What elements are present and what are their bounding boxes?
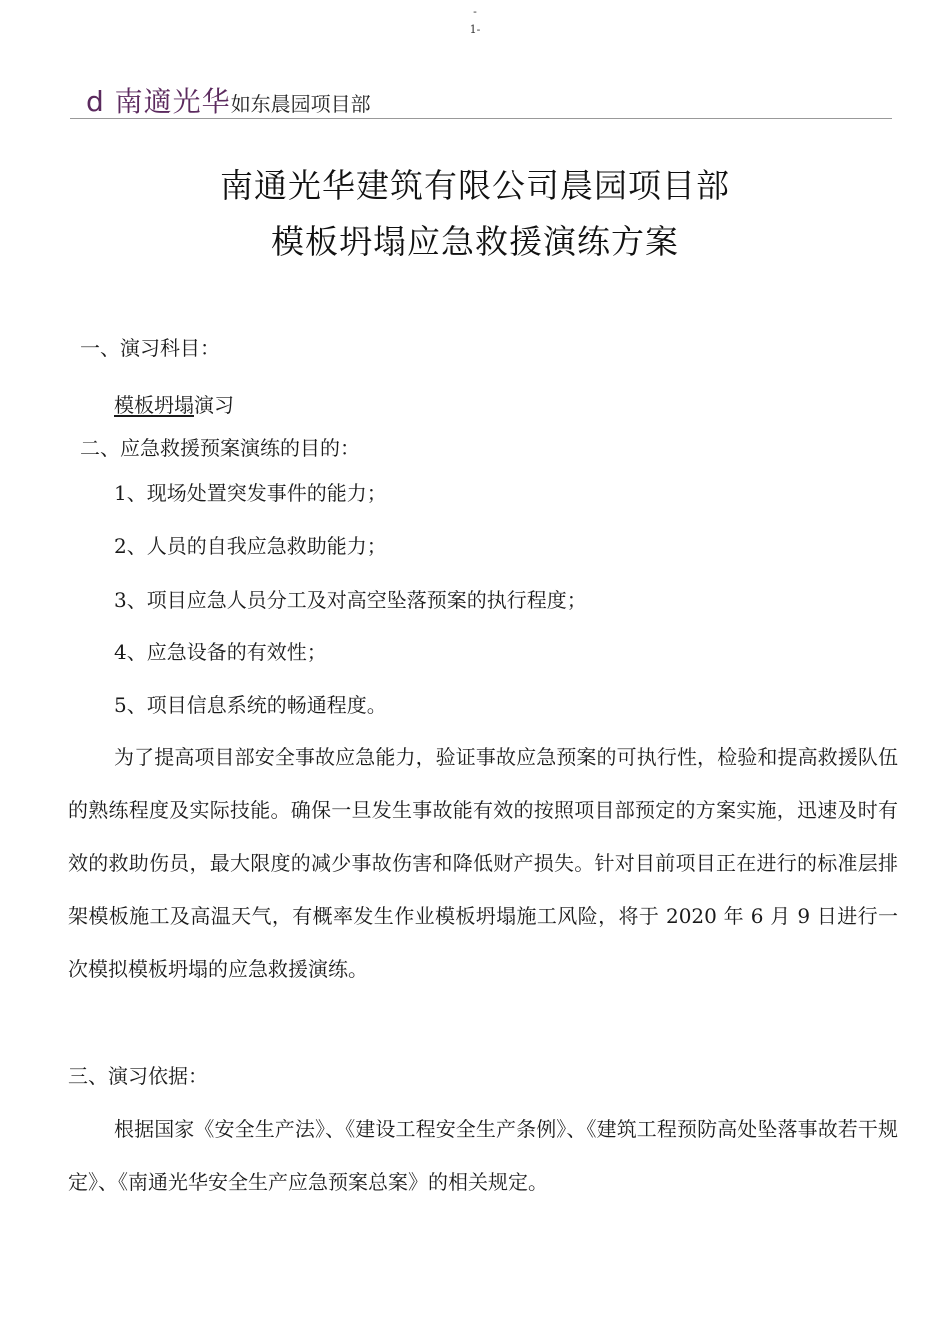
list-item: 2、人员的自我应急救助能力；	[114, 534, 387, 558]
page-number-dash: -	[473, 5, 477, 18]
section-1-item-suffix: 演习	[194, 393, 234, 417]
section-1-item	[114, 390, 234, 420]
document-title-line-2: 模板坍塌应急救援演练方案	[271, 222, 679, 261]
section-2-heading: 二、应急救援预案演练的目的：	[80, 436, 360, 460]
section-3-paragraph: 根据国家《安全生产法》、《建设工程安全生产条例》、《建筑工程预防高处坠落事故若干规定》、《南通光华安全生产应急预案总案》的相关规定。	[68, 1117, 898, 1194]
header-subtitle: 如东晨园项目部	[230, 92, 371, 116]
list-item: 4、应急设备的有效性；	[114, 640, 327, 664]
document-title-line-1: 南通光华建筑有限公司晨园项目部	[220, 166, 730, 205]
section-3-heading: 三、演习依据：	[68, 1064, 208, 1088]
document-header	[86, 80, 371, 120]
list-item: 5、项目信息系统的畅通程度。	[114, 693, 387, 717]
company-logo: d 南適光华	[86, 85, 231, 118]
list-item: 3、项目应急人员分工及对高空坠落预案的执行程度；	[114, 588, 587, 612]
header-divider	[70, 118, 892, 119]
list-item: 1、现场处置突发事件的能力；	[114, 481, 387, 505]
section-1-heading: 一、演习科目：	[80, 336, 220, 360]
section-1-item-underlined: 模板坍塌	[114, 393, 194, 417]
section-2-paragraph: 为了提高项目部安全事故应急能力，验证事故应急预案的可执行性，检验和提高救援队伍的熟练程度及实际技能。确保一旦发生事故能有效的按照项目部预定的方案实施，迅速及时有效的救助伤员，最大限度的减少事故伤害和降低财产损失。针对目前项目正在进行的标准层排架模板施工及高温天气，有概率发生作业模板坍塌施工风险，将于 2020 年 6 月 9 日进行一次模拟模板坍塌的应急救援演练。	[68, 745, 898, 981]
page-number: 1-	[469, 23, 481, 36]
